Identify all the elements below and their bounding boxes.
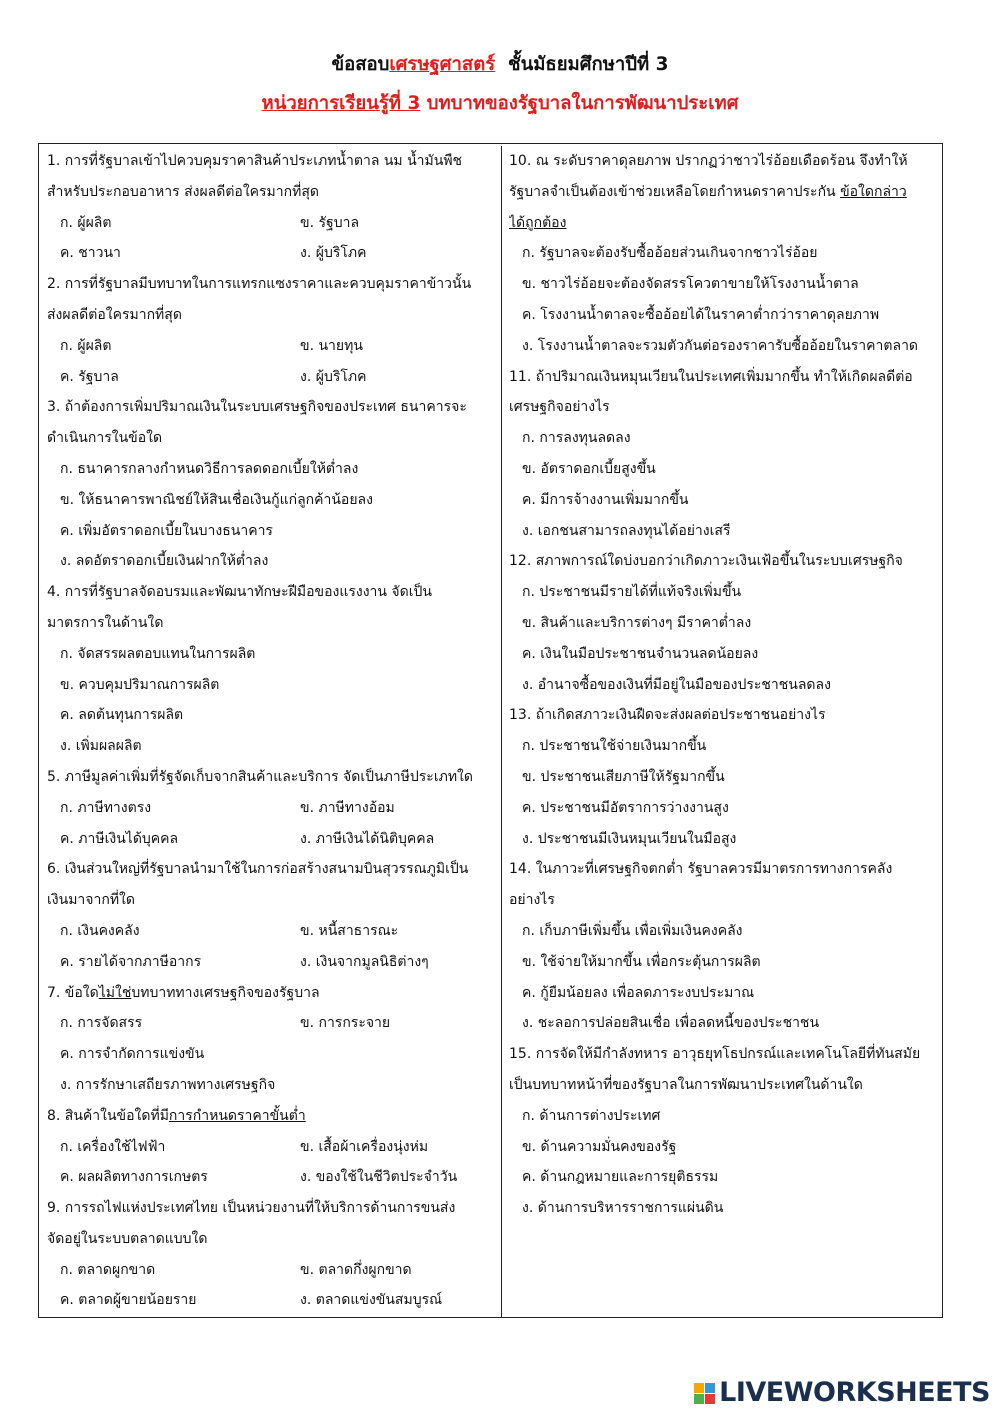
q5-option-d[interactable]: ง. ภาษีเงินได้นิติบุคคล — [300, 830, 435, 847]
q3-option-c[interactable]: ค. เพิ่มอัตราดอกเบี้ยในบางธนาคาร — [60, 522, 273, 539]
title-subject: เศรษฐศาสตร์ — [389, 54, 496, 75]
q14-option-c[interactable]: ค. กู้ยืมน้อยลง เพื่อลดภาระงบประมาณ — [522, 984, 755, 1001]
subtitle-unit: หน่วยการเรียนรู้ที่ 3 — [261, 93, 421, 114]
q9-option-a[interactable]: ก. ตลาดผูกขาด — [60, 1261, 156, 1278]
question-15-line-2: เป็นบทบาทหน้าที่ของรัฐบาลในการพัฒนาประเทศในด้านใด — [509, 1076, 863, 1093]
q2-option-d[interactable]: ง. ผู้บริโภค — [300, 368, 367, 385]
question-4-line-1: 4. การที่รัฐบาลจัดอบรมและพัฒนาทักษะฝีมือของแรงงาน จัดเป็น — [47, 584, 432, 601]
q8-option-a[interactable]: ก. เครื่องใช้ไฟฟ้า — [60, 1138, 166, 1155]
q8-option-c[interactable]: ค. ผลผลิตทางการเกษตร — [60, 1169, 208, 1186]
q1-option-d[interactable]: ง. ผู้บริโภค — [300, 245, 367, 262]
q9-option-b[interactable]: ข. ตลาดกึ่งผูกขาด — [300, 1261, 412, 1278]
question-8-line-1 — [47, 1101, 501, 1132]
question-11-line-2: เศรษฐกิจอย่างไร — [509, 399, 610, 416]
question-3-line-2: ดำเนินการในข้อใด — [47, 430, 163, 447]
question-8-options-row-2 — [47, 1162, 501, 1193]
question-14-line-1: 14. ในภาวะที่เศรษฐกิจตกต่ำ รัฐบาลควรมีมาตรการทางการคลัง — [509, 861, 893, 878]
q7-text-emphasis: ไม่ใช่ — [98, 984, 132, 1001]
q7-text-post: บทบาททางเศรษฐกิจของรัฐบาล — [131, 984, 320, 1001]
liveworksheets-logo — [694, 1378, 990, 1408]
page-subtitle — [0, 91, 1000, 117]
q8-text-emphasis: การกำหนดราคาขั้นต่ำ — [168, 1107, 306, 1124]
q15-option-b[interactable]: ข. ด้านความมั่นคงของรัฐ — [522, 1138, 677, 1155]
q15-option-d[interactable]: ง. ด้านการบริหารราชการแผ่นดิน — [522, 1200, 724, 1217]
q3-option-a[interactable]: ก. ธนาคารกลางกำหนดวิธีการลดดอกเบี้ยให้ต่ำลง — [60, 460, 359, 477]
question-7-options-row-1 — [47, 1008, 501, 1039]
question-10-line-3 — [509, 208, 942, 239]
q10-option-b[interactable]: ข. ชาวไร่อ้อยจะต้องจัดสรรโควตาขายให้โรงงานน้ำตาล — [522, 276, 859, 293]
q13-option-a[interactable]: ก. ประชาชนใช้จ่ายเงินมากขึ้น — [522, 738, 707, 755]
q10-text-emphasis-2: ได้ถูกต้อง — [509, 214, 567, 231]
question-1-line-1: 1. การที่รัฐบาลเข้าไปควบคุมราคาสินค้าประเภทน้ำตาล นม น้ำมันพืช — [47, 153, 463, 169]
q14-option-b[interactable]: ข. ใช้จ่ายให้มากขึ้น เพื่อกระตุ้นการผลิต — [522, 953, 761, 970]
q11-option-c[interactable]: ค. มีการจ้างงานเพิ่มมากขึ้น — [522, 491, 689, 508]
q4-option-d[interactable]: ง. เพิ่มผลผลิต — [60, 738, 142, 755]
q10-text-emphasis-1: ข้อใดกล่าว — [840, 183, 907, 200]
q13-option-b[interactable]: ข. ประชาชนเสียภาษีให้รัฐมากขึ้น — [522, 768, 725, 785]
question-1-options-row-1 — [47, 208, 501, 239]
q7-option-d[interactable]: ง. การรักษาเสถียรภาพทางเศรษฐกิจ — [60, 1076, 276, 1093]
q13-option-c[interactable]: ค. ประชาชนมีอัตราการว่างงานสูง — [522, 799, 729, 816]
q13-option-d[interactable]: ง. ประชาชนมีเงินหมุนเวียนในมือสูง — [522, 830, 737, 847]
q10-option-d[interactable]: ง. โรงงานน้ำตาลจะรวมตัวกันต่อรองราคารับซื้ออ้อยในราคาตลาด — [522, 337, 919, 354]
question-10-line-1: 10. ณ ระดับราคาดุลยภาพ ปรากฏว่าชาวไร่อ้อยเดือดร้อน จึงทำให้ — [509, 153, 908, 169]
question-6-line-1: 6. เงินส่วนใหญ่ที่รัฐบาลนำมาใช้ในการก่อสร้างสนามบินสุวรรณภูมิเป็น — [47, 861, 469, 878]
q1-option-c[interactable]: ค. ชาวนา — [60, 245, 121, 262]
q4-option-c[interactable]: ค. ลดต้นทุนการผลิต — [60, 707, 184, 724]
q1-option-b[interactable]: ข. รัฐบาล — [300, 214, 360, 231]
question-4-line-2: มาตรการในด้านใด — [47, 614, 164, 631]
logo-mark-icon — [694, 1383, 715, 1404]
question-10-line-2 — [509, 177, 942, 208]
question-2-line-2: ส่งผลดีต่อใครมากที่สุด — [47, 306, 182, 323]
q4-option-a[interactable]: ก. จัดสรรผลตอบแทนในการผลิต — [60, 645, 256, 662]
q14-option-a[interactable]: ก. เก็บภาษีเพิ่มขึ้น เพื่อเพิ่มเงินคงคลัง — [522, 922, 743, 939]
q14-option-d[interactable]: ง. ชะลอการปล่อยสินเชื่อ เพื่อลดหนี้ของประชาชน — [522, 1015, 820, 1032]
q8-text-pre: 8. สินค้าในข้อใดที่มี — [47, 1107, 169, 1124]
question-11-line-1: 11. ถ้าปริมาณเงินหมุนเวียนในประเทศเพิ่มมากขึ้น ทำให้เกิดผลดีต่อ — [509, 368, 913, 385]
question-1-options-row-2 — [47, 238, 501, 269]
q7-option-b[interactable]: ข. การกระจาย — [300, 1015, 391, 1032]
question-1-line-2: สำหรับประกอบอาหาร ส่งผลดีต่อใครมากที่สุด — [47, 183, 319, 200]
q12-option-b[interactable]: ข. สินค้าและบริการต่างๆ มีราคาต่ำลง — [522, 614, 752, 631]
question-8-options-row-1 — [47, 1132, 501, 1163]
question-6-options-row-1 — [47, 916, 501, 947]
q11-option-b[interactable]: ข. อัตราดอกเบี้ยสูงขึ้น — [522, 460, 656, 477]
q6-option-b[interactable]: ข. หนี้สาธารณะ — [300, 922, 399, 939]
question-6-line-2: เงินมาจากที่ใด — [47, 892, 135, 909]
q9-option-c[interactable]: ค. ตลาดผู้ขายน้อยราย — [60, 1292, 197, 1309]
q10-option-c[interactable]: ค. โรงงานน้ำตาลจะซื้ออ้อยได้ในราคาต่ำกว่าราคาดุลยภาพ — [522, 306, 880, 323]
q6-option-a[interactable]: ก. เงินคงคลัง — [60, 922, 140, 939]
q12-option-a[interactable]: ก. ประชาชนมีรายได้ที่แท้จริงเพิ่มขึ้น — [522, 584, 742, 601]
question-14-line-2: อย่างไร — [509, 892, 555, 909]
question-2-options-row-1 — [47, 331, 501, 362]
q7-text-pre: 7. ข้อใด — [47, 984, 99, 1001]
title-grade: ชั้นมัธยมศึกษาปีที่ 3 — [495, 54, 669, 75]
question-table — [38, 143, 943, 1318]
q3-option-b[interactable]: ข. ให้ธนาคารพาณิชย์ให้สินเชื่อเงินกู้แก่ลูกค้าน้อยลง — [60, 491, 373, 508]
q15-option-a[interactable]: ก. ด้านการต่างประเทศ — [522, 1107, 661, 1124]
question-2-options-row-2 — [47, 362, 501, 393]
q2-option-c[interactable]: ค. รัฐบาล — [60, 368, 119, 385]
q12-option-c[interactable]: ค. เงินในมือประชาชนจำนวนลดน้อยลง — [522, 645, 759, 662]
q10-text-pre: รัฐบาลจำเป็นต้องเข้าช่วยเหลือโดยกำหนดราคาประกัน — [509, 183, 841, 200]
q6-option-c[interactable]: ค. รายได้จากภาษีอากร — [60, 953, 202, 970]
question-5-options-row-1 — [47, 793, 501, 824]
question-5-line-1: 5. ภาษีมูลค่าเพิ่มที่รัฐจัดเก็บจากสินค้าและบริการ จัดเป็นภาษีประเภทใด — [47, 768, 473, 785]
question-6-options-row-2 — [47, 947, 501, 978]
q2-option-a[interactable]: ก. ผู้ผลิต — [60, 337, 112, 354]
q12-option-d[interactable]: ง. อำนาจซื้อของเงินที่มีอยู่ในมือของประชาชนลดลง — [522, 676, 831, 693]
q8-option-b[interactable]: ข. เสื้อผ้าเครื่องนุ่งห่ม — [300, 1138, 429, 1155]
q2-option-b[interactable]: ข. นายทุน — [300, 337, 363, 354]
q9-option-d[interactable]: ง. ตลาดแข่งขันสมบูรณ์ — [300, 1292, 443, 1309]
question-5-options-row-2 — [47, 824, 501, 855]
q11-option-a[interactable]: ก. การลงทุนลดลง — [522, 430, 631, 447]
right-column — [501, 146, 942, 1317]
q6-option-d[interactable]: ง. เงินจากมูลนิธิต่างๆ — [300, 953, 429, 970]
page-header — [0, 52, 1000, 117]
question-7-line-1 — [47, 978, 501, 1009]
q5-option-a[interactable]: ก. ภาษีทางตรง — [60, 799, 152, 816]
q5-option-b[interactable]: ข. ภาษีทางอ้อม — [300, 799, 395, 816]
question-2-line-1: 2. การที่รัฐบาลมีบทบาทในการแทรกแซงราคาและควบคุมราคาข้าวนั้น — [47, 276, 472, 293]
page-title — [0, 52, 1000, 78]
left-column — [39, 146, 501, 1317]
question-12-line-1: 12. สภาพการณ์ใดบ่งบอกว่าเกิดภาวะเงินเฟ้อขึ้นในระบบเศรษฐกิจ — [509, 553, 903, 570]
q5-option-c[interactable]: ค. ภาษีเงินได้บุคคล — [60, 830, 179, 847]
q10-option-a[interactable]: ก. รัฐบาลจะต้องรับซื้ออ้อยส่วนเกินจากชาวไร่อ้อย — [522, 245, 818, 262]
question-9-line-2: จัดอยู่ในระบบตลาดแบบใด — [47, 1230, 208, 1247]
question-9-line-1: 9. การรถไฟแห่งประเทศไทย เป็นหน่วยงานที่ให้บริการด้านการขนส่ง — [47, 1200, 456, 1217]
title-prefix: ข้อสอบ — [331, 54, 390, 75]
question-9-options-row-1 — [47, 1255, 501, 1286]
question-13-line-1: 13. ถ้าเกิดสภาวะเงินฝืดจะส่งผลต่อประชาชนอย่างไร — [509, 707, 826, 724]
q7-option-c[interactable]: ค. การจำกัดการแข่งขัน — [60, 1046, 205, 1063]
q8-option-d[interactable]: ง. ของใช้ในชีวิตประจำวัน — [300, 1169, 458, 1186]
logo-text: LIVEWORKSHEETS — [719, 1377, 990, 1408]
q3-option-d[interactable]: ง. ลดอัตราดอกเบี้ยเงินฝากให้ต่ำลง — [60, 553, 269, 570]
question-9-options-row-2 — [47, 1285, 501, 1316]
q7-option-a[interactable]: ก. การจัดสรร — [60, 1015, 143, 1032]
q11-option-d[interactable]: ง. เอกชนสามารถลงทุนได้อย่างเสรี — [522, 522, 731, 539]
q15-option-c[interactable]: ค. ด้านกฎหมายและการยุติธรรม — [522, 1169, 719, 1186]
q4-option-b[interactable]: ข. ควบคุมปริมาณการผลิต — [60, 676, 220, 693]
subtitle-topic: บทบาทของรัฐบาลในการพัฒนาประเทศ — [420, 93, 739, 114]
q1-option-a[interactable]: ก. ผู้ผลิต — [60, 214, 112, 231]
question-15-line-1: 15. การจัดให้มีกำลังทหาร อาวุธยุทโธปกรณ์และเทคโนโลยีที่ทันสมัย — [509, 1046, 921, 1063]
question-3-line-1: 3. ถ้าต้องการเพิ่มปริมาณเงินในระบบเศรษฐกิจของประเทศ ธนาคารจะ — [47, 399, 467, 416]
